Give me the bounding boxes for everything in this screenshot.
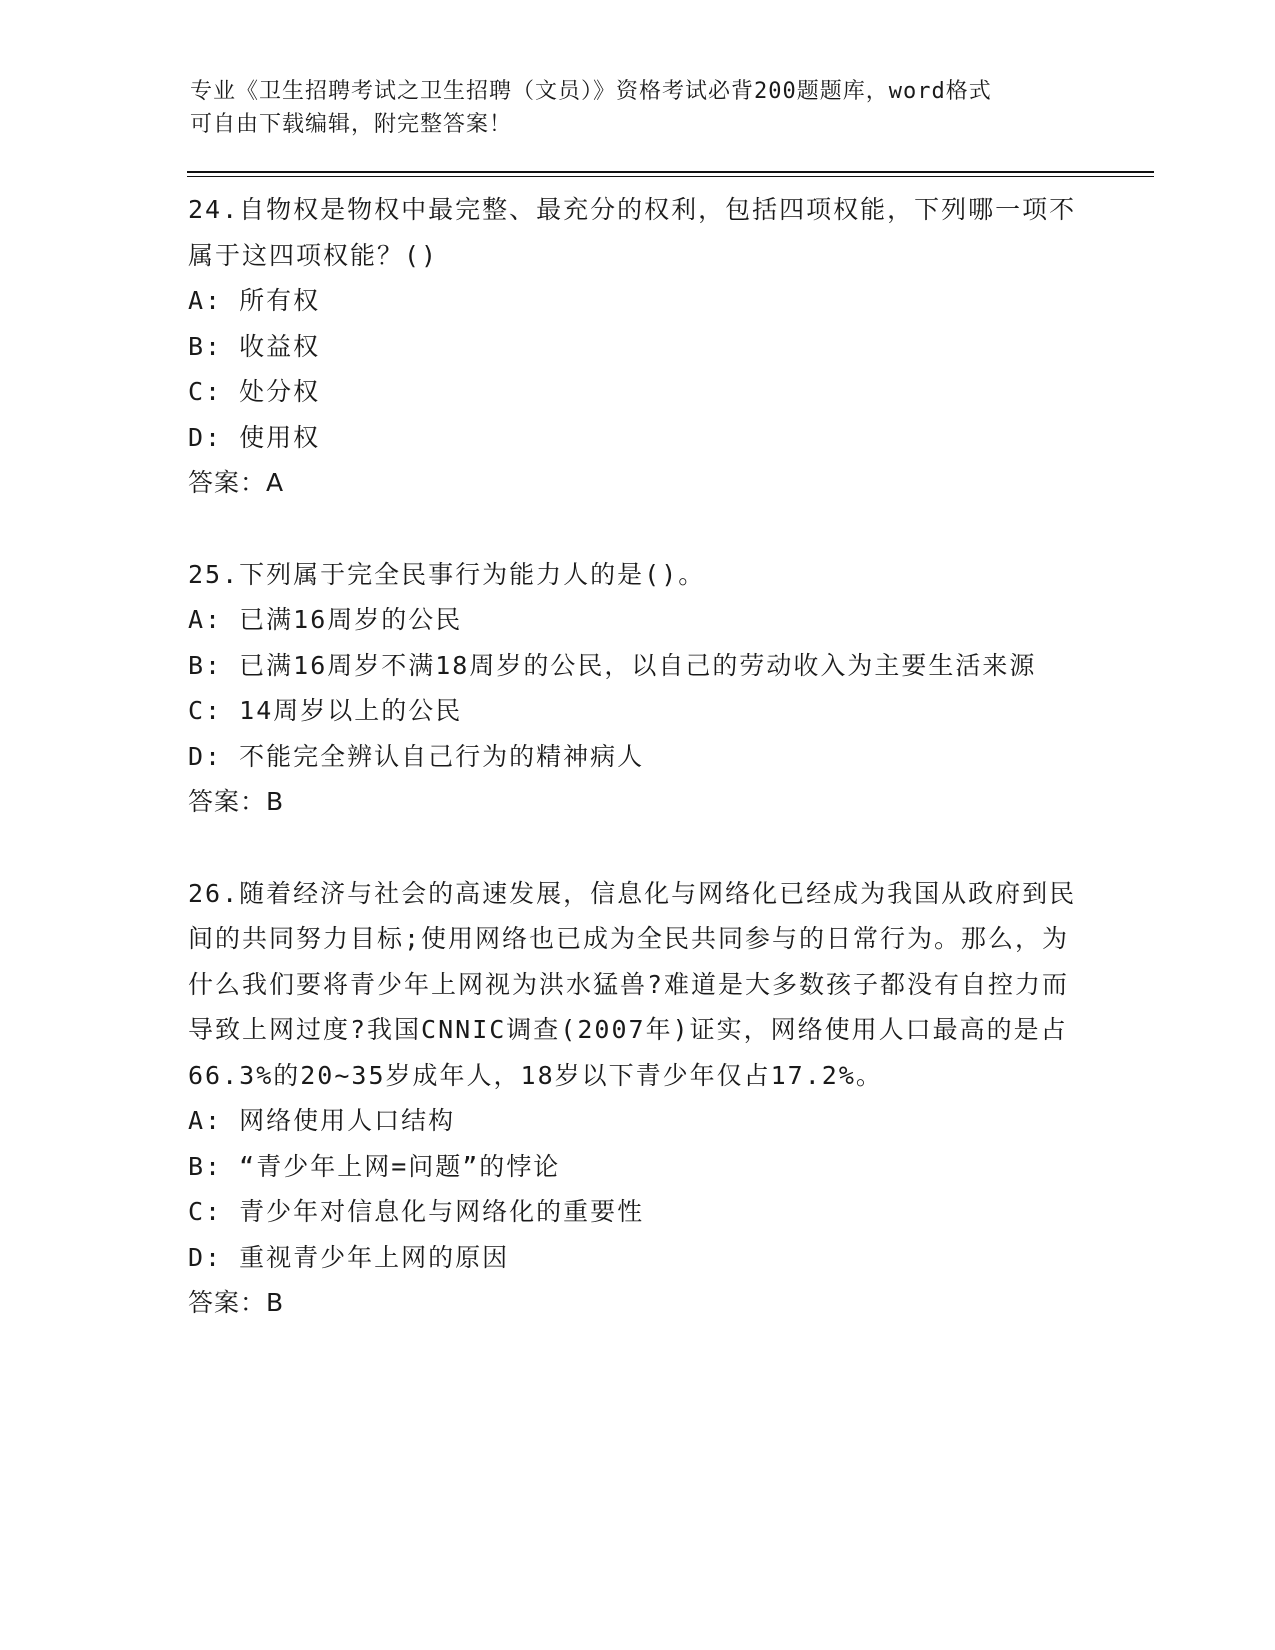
option-a: A: 已满16周岁的公民	[188, 605, 463, 634]
option-c: C: 青少年对信息化与网络化的重要性	[188, 1197, 645, 1226]
option-c: C: 处分权	[188, 377, 321, 406]
question-24	[188, 187, 1088, 506]
answer-label: 答案：B	[188, 787, 285, 816]
option-a: A: 所有权	[188, 286, 321, 315]
option-b: B: “青少年上网=问题”的悖论	[188, 1151, 561, 1181]
document-header	[190, 75, 1090, 141]
header-line-1: 专业《卫生招聘考试之卫生招聘（文员）》资格考试必背200题题库，word格式	[190, 79, 992, 104]
option-d: D: 使用权	[188, 422, 321, 452]
header-line-2: 可自由下载编辑，附完整答案！	[190, 112, 513, 137]
option-d: D: 不能完全辨认自己行为的精神病人	[188, 741, 645, 771]
option-c: C: 14周岁以上的公民	[188, 696, 463, 725]
option-b: B: 收益权	[188, 331, 321, 361]
question-stem: 24.自物权是物权中最完整、最充分的权利，包括四项权能，下列哪一项不属于这四项权能？()	[188, 195, 1077, 270]
question-26	[188, 871, 1088, 1326]
question-list	[188, 187, 1088, 1372]
question-stem: 25.下列属于完全民事行为能力人的是()。	[188, 559, 706, 589]
option-d: D: 重视青少年上网的原因	[188, 1242, 510, 1272]
option-b: B: 已满16周岁不满18周岁的公民，以自己的劳动收入为主要生活来源	[188, 650, 1037, 680]
question-25	[188, 552, 1088, 825]
question-stem: 26.随着经济与社会的高速发展，信息化与网络化已经成为我国从政府到民间的共同努力目标;使用网络也已成为全民共同参与的日常行为。那么，为什么我们要将青少年上网视为洪水猛兽?难道是大多数孩子都没有自控力而导致上网过度?我国CNNIC调查(2007年)证实，网络使用人口最高的是占66.3%的20~35岁成年人，18岁以下青少年仅占17.2%。	[188, 878, 1077, 1090]
answer-label: 答案：B	[188, 1288, 285, 1317]
header-divider-bottom	[187, 176, 1154, 177]
header-divider-top	[187, 171, 1154, 173]
option-a: A: 网络使用人口结构	[188, 1106, 456, 1135]
answer-label: 答案：A	[188, 468, 285, 497]
